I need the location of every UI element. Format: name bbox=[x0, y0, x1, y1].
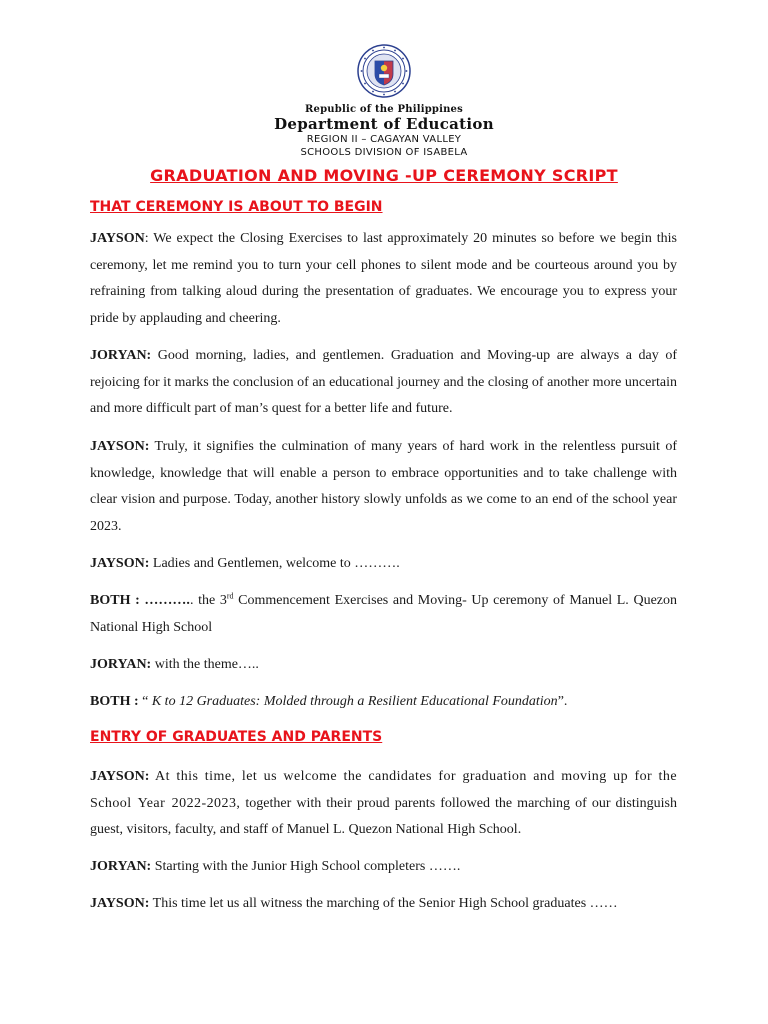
letterhead bbox=[0, 44, 768, 159]
speaker-label: JORYAN: bbox=[90, 348, 152, 363]
ordinal-suffix: rd bbox=[226, 591, 234, 601]
paragraph-jayson-entry bbox=[90, 764, 677, 844]
deped-seal-icon bbox=[357, 44, 411, 98]
speaker-label: JAYSON: bbox=[90, 769, 150, 784]
paragraph-jayson-culmination bbox=[90, 434, 677, 541]
section-heading-entry: ENTRY OF GRADUATES AND PARENTS bbox=[90, 729, 383, 745]
paragraph-text: with the theme….. bbox=[151, 657, 259, 672]
speaker-label: BOTH : ………. bbox=[90, 593, 190, 608]
paragraph-text: This time let us all witness the marching of the Senior High School graduates …… bbox=[149, 896, 618, 911]
document-title: GRADUATION AND MOVING -UP CEREMONY SCRIPT bbox=[150, 166, 618, 185]
letterhead-department: Department of Education bbox=[274, 115, 494, 133]
speaker-label: JAYSON: bbox=[90, 439, 150, 454]
speaker-label: BOTH : bbox=[90, 694, 139, 709]
paragraph-jayson-intro bbox=[90, 226, 677, 333]
speaker-label: JORYAN: bbox=[90, 657, 152, 672]
paragraph-text: together with their proud parents followed the marching of our distinguish guest, visitors, faculty, and staff of Manuel L. Quezon National High School. bbox=[90, 795, 678, 838]
paragraph-jayson-welcome bbox=[90, 551, 677, 578]
letterhead-republic: Republic of the Philippines bbox=[305, 104, 463, 115]
letterhead-region: REGION II – CAGAYAN VALLEY bbox=[306, 134, 462, 145]
paragraph-text: Truly, it signifies the culmination of many years of hard work in the relentless pursuit of knowledge, knowledge that will enable a person to embrace opportunities and to take challenge with clear vision and purpose. Today, another history slowly unfolds as we come to an end of the school year 2023. bbox=[90, 439, 677, 535]
quote-close: ”. bbox=[557, 694, 568, 709]
paragraph-joryan-theme bbox=[90, 652, 677, 679]
paragraph-text: . the 3 bbox=[189, 593, 227, 608]
paragraph-joryan-junior bbox=[90, 854, 677, 881]
paragraph-text: Ladies and Gentlemen, welcome to ………. bbox=[149, 556, 400, 571]
paragraph-both-theme bbox=[90, 689, 677, 716]
paragraph-joryan-greeting bbox=[90, 343, 677, 423]
speaker-label: JORYAN: bbox=[90, 859, 152, 874]
paragraph-text: At this time, let us welcome the candidates for graduation and moving up for the School Year 2022-2023, bbox=[90, 769, 677, 811]
speaker-label: JAYSON: bbox=[90, 896, 150, 911]
paragraph-both-commencement bbox=[90, 588, 677, 641]
paragraph-text: Good morning, ladies, and gentlemen. Graduation and Moving-up are always a day of rejoicing for it marks the conclusion of an educational journey and the closing of another more uncertain and more difficult part of man’s quest for a better life and future. bbox=[90, 348, 677, 417]
paragraph-text: Starting with the Junior High School completers ……. bbox=[151, 859, 461, 874]
paragraph-text: : We expect the Closing Exercises to last approximately 20 minutes so before we begin this ceremony, let me remind you to turn your cell phones to silent mode and be courteous around you by refraining from talking aloud during the presentation of graduates. We encourage you to express your pride by applauding and cheering. bbox=[90, 231, 677, 327]
quote-open: “ bbox=[138, 694, 152, 709]
theme-text: K to 12 Graduates: Molded through a Resilient Educational Foundation bbox=[151, 694, 558, 709]
speaker-label: JAYSON: bbox=[90, 556, 150, 571]
section-heading-begin: THAT CEREMONY IS ABOUT TO BEGIN bbox=[90, 199, 383, 215]
paragraph-text: Commencement Exercises and Moving- Up ceremony of Manuel L. Quezon National High School bbox=[90, 593, 678, 635]
paragraph-jayson-senior bbox=[90, 891, 677, 918]
speaker-label: JAYSON bbox=[90, 231, 145, 246]
letterhead-division: SCHOOLS DIVISION OF ISABELA bbox=[300, 147, 468, 158]
